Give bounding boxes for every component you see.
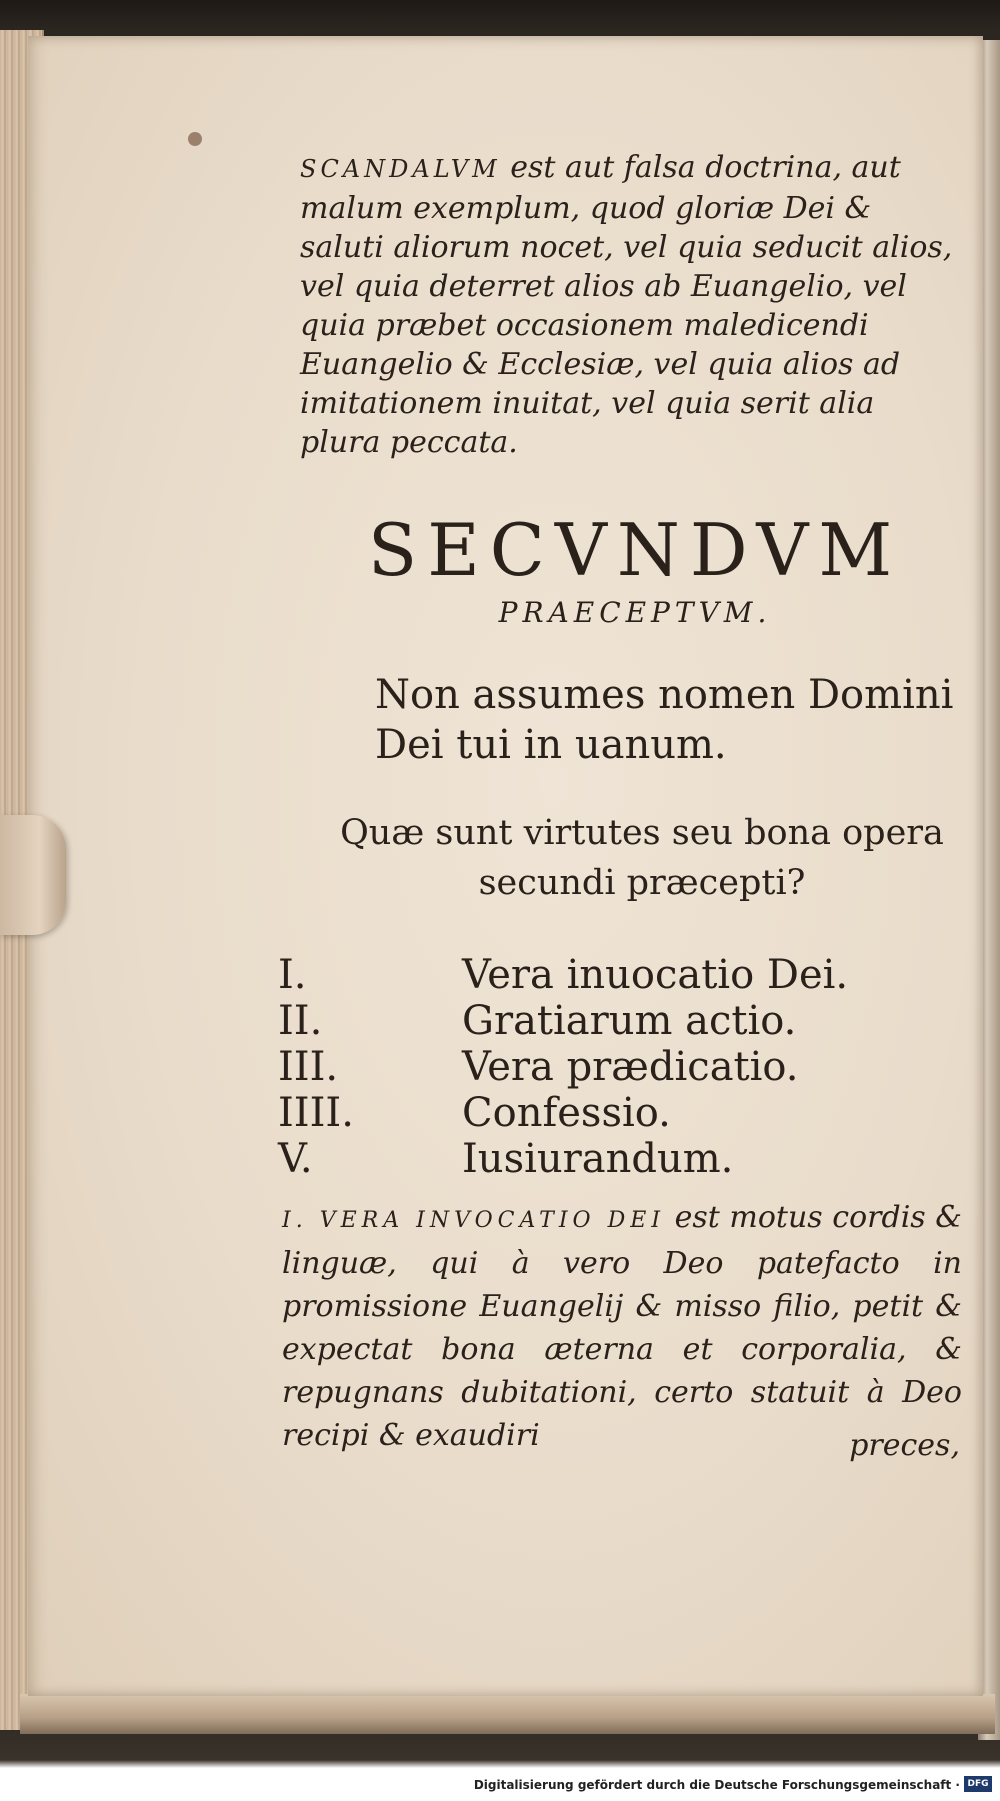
list-text: Confessio. <box>462 1090 671 1136</box>
list-numeral: V. <box>278 1136 313 1182</box>
list-text: Iusiurandum. <box>462 1136 734 1182</box>
catchword: preces, <box>849 1428 960 1463</box>
question-text: Quæ sunt virtutes seu bona opera secundi præcepti? <box>340 813 944 903</box>
page-clip <box>0 815 66 935</box>
list-text: Vera inuocatio Dei. <box>462 952 849 998</box>
list-item <box>278 1044 958 1090</box>
paragraph-invocatio <box>282 1196 962 1457</box>
list-text: Vera prædicatio. <box>462 1044 799 1090</box>
paragraph-text: est aut falsa doctrina, aut malum exemplum, quod gloriæ Dei & saluti aliorum nocet, vel quia seducit alios, vel quia deterret alios ab Euangelio, vel quia præbet occasionem maledicendi Euangelio & Ecclesiæ, vel quia alios ad imitationem inuitat, vel quia serit alia plura peccata. <box>300 150 953 460</box>
ink-spot <box>188 132 202 146</box>
paragraph-lead: SCANDALVM <box>300 155 501 183</box>
paragraph-text: est motus cordis & linguæ, qui à vero Deo patefacto in promissione Euangelij & misso filio, petit & expectat bona æterna et corporalia, & repugnans dubitationi, certo statuit à Deo recipi & exaudiri <box>282 1200 962 1453</box>
list-item <box>278 952 958 998</box>
list-numeral: III. <box>278 1044 339 1090</box>
paragraph-lead: I. VERA INVOCATIO DEI <box>282 1208 666 1233</box>
commandment-text: Non assumes nomen Domini Dei tui in uanum. <box>375 672 954 768</box>
page-bottom-edge <box>20 1694 995 1734</box>
list-item <box>278 998 958 1044</box>
page-heading: SECVNDVM <box>367 508 903 592</box>
list-item <box>278 1136 958 1182</box>
virtues-list <box>278 952 958 1182</box>
list-text: Gratiarum actio. <box>462 998 797 1044</box>
list-item <box>278 1090 958 1136</box>
list-numeral: I. <box>278 952 307 998</box>
dfg-logo: DFG <box>964 1776 992 1792</box>
list-numeral: IIII. <box>278 1090 354 1136</box>
page-subheading: PRAECEPTVM. <box>498 596 772 629</box>
footer-credit: Digitalisierung gefördert durch die Deutsche Forschungsgemeinschaft · <box>473 1778 960 1792</box>
footer-bar <box>0 1772 1000 1801</box>
paragraph-scandalum <box>300 148 960 462</box>
list-numeral: II. <box>278 998 323 1044</box>
